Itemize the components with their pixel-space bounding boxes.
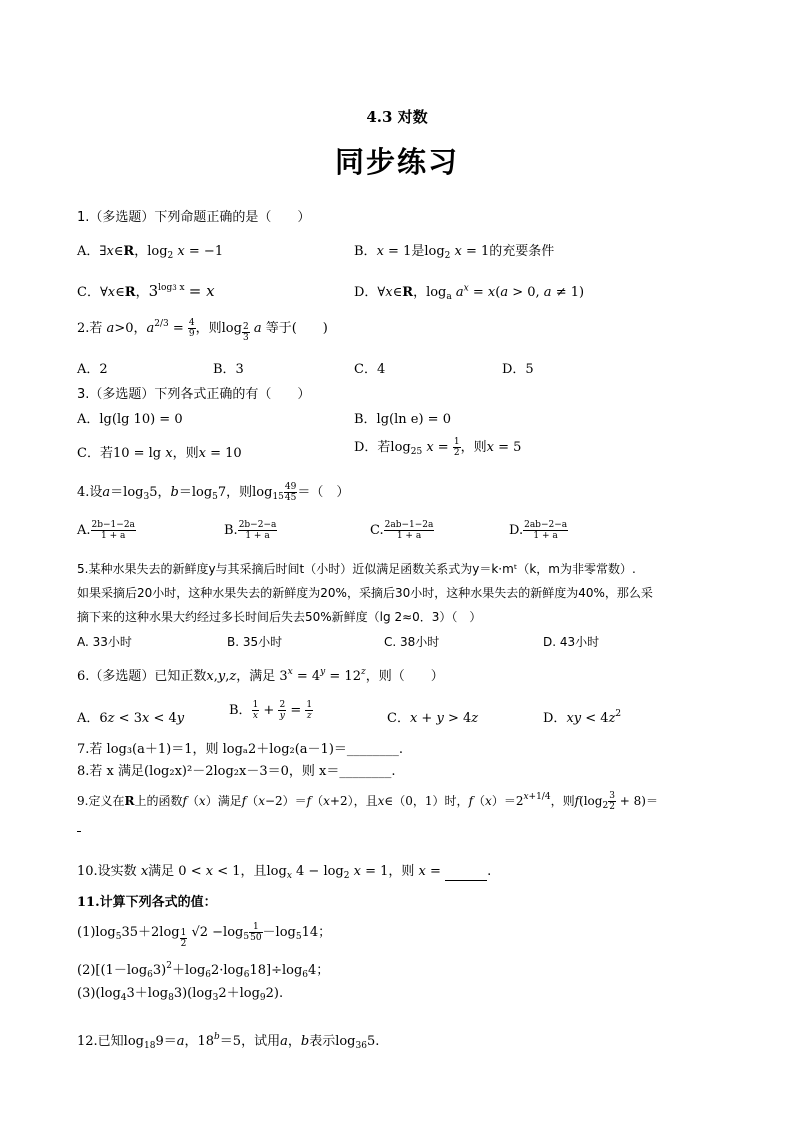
- q4-stem: 4.设$a=\log_35$，$b=\log_57$，则$\log_{15}$ $\frac{49}{45}$ ＝（ ）: [77, 482, 350, 503]
- q1-option-d: D．∀x∈R，$\log_a a^x = x(a > 0$, a ≠ 1): [354, 283, 585, 302]
- q3-option-a: A．lg(lg 10) = 0: [77, 412, 183, 427]
- q5-option-c: C. 38小时: [384, 635, 440, 649]
- section-heading-text: 4.3 对数: [366, 108, 428, 126]
- q4-option-d: D. $\frac{2ab-2-a}{1 + a}$: [509, 520, 568, 541]
- q1-option-c: C．∀x∈R，$3^{log3 x} = x$: [77, 282, 215, 300]
- q8: 8.若 x 满足(log₂x)²－2log₂x－3＝0，则 x＝________.: [77, 764, 396, 779]
- q4-option-a: A. $\frac{2b-1-2a}{1 + a}$: [77, 520, 135, 541]
- page-title-text: 同步练习: [334, 145, 459, 179]
- q7: 7.若 log₃(a＋1)＝1，则 logₐ2＋log₂(a－1)＝________.: [77, 742, 404, 757]
- q11-part-2: $(2)[(1-\log_63)^2+\log_62\cdot\log_618]\div\log_64$；: [77, 961, 330, 980]
- q1-option-a: A．∃x∈R，$\log_2 x = -1$: [77, 244, 224, 261]
- q6-option-c: C．x + y > 4z: [387, 711, 479, 726]
- q5-option-a: A. 33小时: [77, 635, 132, 649]
- q5-line-2: 如果采摘后20小时，这种水果失去的新鲜度为20%，采摘后30小时，这种水果失去的新鲜度为40%，那么采: [77, 586, 653, 600]
- q3-option-c: C．若10 = lg x，则x = 10: [77, 446, 242, 461]
- q3-option-b: B．lg(ln e) = 0: [354, 412, 451, 427]
- q6-option-d: D．xy < $4z^2$: [543, 709, 622, 726]
- q4-option-b: B. $\frac{2b-2-a}{1 + a}$: [224, 520, 277, 541]
- q5-line-1: 5.某种水果失去的新鲜度y与其采摘后时间t（小时）近似满足函数关系式为y＝k·mᵗ（k，m为非零常数）.: [77, 562, 636, 576]
- q5-line-3: 摘下来的这种水果大约经过多长时间后失去50%新鲜度（lg 2≈0．3）（ ）: [77, 610, 482, 624]
- q9-answer-blank[interactable]: [77, 830, 81, 832]
- q3-stem: 3.（多选题）下列各式正确的有（ ）: [77, 387, 311, 402]
- q5-option-d: D. 43小时: [543, 635, 600, 649]
- q5-option-b: B. 35小时: [227, 635, 283, 649]
- page-title: [0, 140, 794, 181]
- q3-option-d: D．若$\log_{25} x$ = $\frac{1}{2}$ ，则x = 5: [354, 437, 522, 458]
- section-heading: [0, 106, 794, 127]
- q11-stem: 11.计算下列各式的值：: [77, 895, 217, 910]
- q6-option-b: B． $\frac{1}{x}$ + $\frac{2}{y}$ = $\frac{1}{z}$: [229, 700, 313, 721]
- q6-stem: 6.（多选题）已知正数x,y,z，满足 $3^x = 4^y = 12^z$，则（ ）: [77, 667, 444, 684]
- q12: 12.已知$\log_{18}9=a$，$18^b=5$，试用a，b表示$\log_{36}5$.: [77, 1032, 380, 1051]
- q11-part-3: $(3)(\log_43+\log_83)(\log_32+\log_92)$.: [77, 986, 284, 1003]
- q4-option-c: C. $\frac{2ab-1-2a}{1 + a}$: [370, 520, 434, 541]
- q1-option-b: B．x = 1是$\log_2 x = 1$的充要条件: [354, 244, 555, 261]
- q6-option-a: A．6z < 3x < 4y: [77, 711, 185, 726]
- q2-option-b: B．3: [213, 362, 244, 377]
- q2-option-c: C．4: [354, 362, 386, 377]
- q9: 9.定义在R上的函数f（x）满足f（x−2）＝f（x+2），且x∈（0，1）时，$f(x)=2^{x+1/4}$，则$f(\log_2$ $\frac{3}{2}$ + 8)＝: [77, 791, 658, 812]
- q10: 10.设实数 x满足 0 < x < 1，且$\log_x 4 - \log_2 x = 1$，则 x = .: [77, 864, 492, 881]
- q11-part-1: $(1)\log_535+2\log$ $\frac{1}{2}$ $√2 -\log_5$ $\frac{1}{50}$ $-\log_514$；: [77, 922, 332, 949]
- q1-stem: 1.（多选题）下列命题正确的是（ ）: [77, 210, 311, 225]
- q2-option-d: D．5: [502, 362, 534, 377]
- q2-option-a: A．2: [77, 362, 108, 377]
- q2-stem: 2.若 a>0，$a^{2/3}$ = $\frac{4}{9}$ ，则log $\frac{2}{3}$ a 等于( ): [77, 318, 328, 343]
